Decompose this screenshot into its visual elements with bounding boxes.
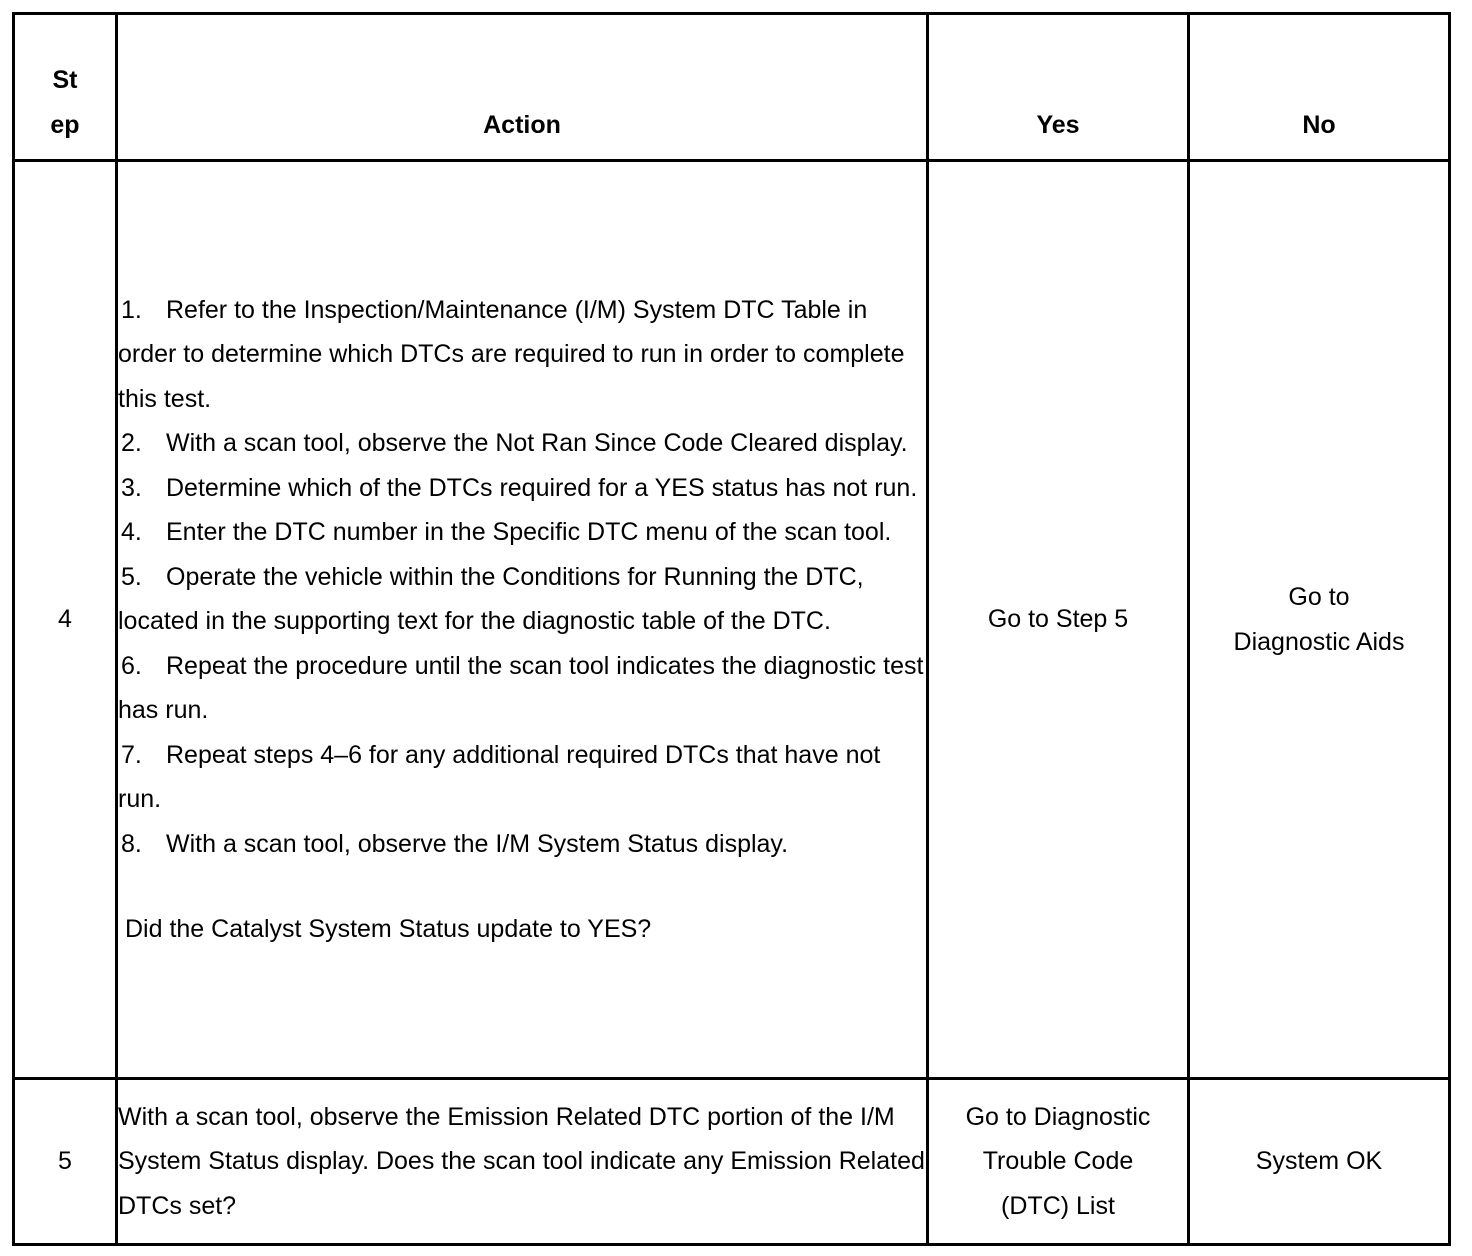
- yes-result-line2: Trouble Code: [982, 1147, 1134, 1176]
- instruction-number: 7.: [121, 740, 142, 769]
- instruction-item: [118, 288, 926, 422]
- no-result-cell: [1189, 161, 1450, 1079]
- instruction-number: 3.: [121, 473, 142, 502]
- header-no: No: [1189, 14, 1450, 161]
- yes-result-line3: (DTC) List: [1001, 1191, 1115, 1220]
- instruction-item: [118, 644, 926, 733]
- header-step-line2: ep: [50, 110, 80, 139]
- instruction-number: 8.: [121, 829, 142, 858]
- instruction-number: 4.: [121, 518, 142, 546]
- table-header-row: [14, 14, 1450, 161]
- instruction-text: Repeat the procedure until the scan tool indicates the diagnostic test has run.: [118, 651, 924, 724]
- instruction-text: Repeat steps 4–6 for any additional required DTCs that have not run.: [118, 740, 881, 813]
- instruction-text: Enter the DTC number in the Specific DTC menu of the scan tool.: [166, 518, 892, 546]
- no-result-line1: Go to: [1288, 583, 1350, 611]
- instruction-item: [118, 822, 926, 867]
- diagnostic-table: [12, 12, 1451, 1246]
- instruction-item: [118, 421, 926, 466]
- step-number-cell: 5: [14, 1079, 117, 1245]
- instruction-number: 5.: [121, 562, 142, 591]
- instruction-item: [118, 510, 926, 555]
- header-step: [14, 14, 117, 161]
- no-result-cell: System OK: [1189, 1079, 1450, 1245]
- action-cell: [117, 161, 928, 1079]
- header-action: Action: [117, 14, 928, 161]
- instruction-text: With a scan tool, observe the Not Ran Since Code Cleared display.: [166, 429, 908, 457]
- instruction-text: Refer to the Inspection/Maintenance (I/M) System DTC Table in order to determine which DTCs are required to run in order to complete this test.: [118, 295, 905, 413]
- yes-result-line1: Go to Diagnostic: [965, 1102, 1151, 1131]
- yes-result-cell: [928, 1079, 1189, 1245]
- instruction-number: 6.: [121, 651, 142, 680]
- table-row-step-4: [14, 161, 1450, 1079]
- no-result-line2: Diagnostic Aids: [1233, 627, 1405, 656]
- action-cell: With a scan tool, observe the Emission Related DTC portion of the I/M System Status display. Does the scan tool indicate any Emission Related DTCs set?: [117, 1079, 928, 1245]
- instruction-list: [118, 288, 926, 867]
- header-step-line1: St: [52, 66, 78, 94]
- yes-result-cell: Go to Step 5: [928, 161, 1189, 1079]
- instruction-number: 2.: [121, 429, 142, 457]
- instruction-text: Operate the vehicle within the Conditions for Running the DTC, located in the supporting text for the diagnostic table of the DTC.: [118, 562, 864, 635]
- question-text: Did the Catalyst System Status update to YES?: [125, 915, 652, 943]
- instruction-text: Determine which of the DTCs required for a YES status has not run.: [166, 473, 918, 502]
- instruction-text: With a scan tool, observe the I/M System Status display.: [166, 829, 789, 858]
- table-row-step-5: [14, 1079, 1450, 1245]
- instruction-item: [118, 733, 926, 822]
- step-number-cell: 4: [14, 161, 117, 1079]
- header-yes: Yes: [928, 14, 1189, 161]
- instruction-number: 1.: [121, 295, 142, 324]
- instruction-item: [118, 555, 926, 644]
- instruction-item: [118, 466, 926, 511]
